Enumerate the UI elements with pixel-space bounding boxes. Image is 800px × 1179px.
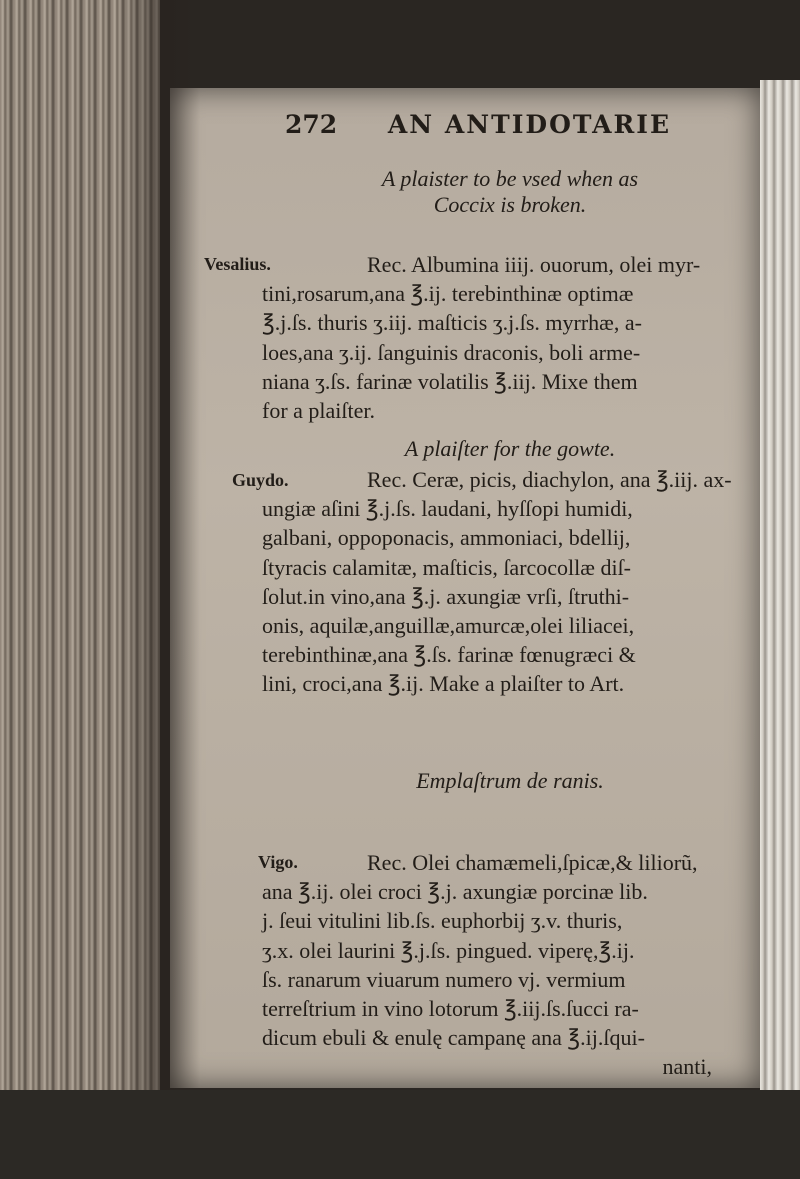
text-line: dicum ebuli & enulę campanę ana ℥.ij.ſqui- (262, 1025, 645, 1051)
text-line: for a plaiſter. (262, 398, 376, 424)
text-line: terreſtrium in vino lotorum ℥.iij.ſs.ſucci ra- (262, 996, 639, 1022)
gutter-shadow (120, 0, 200, 1179)
background-bottom (0, 1090, 800, 1179)
text-line: loes,ana ʒ.ij. ſanguinis draconis, boli arme- (262, 339, 641, 365)
text-line: ℥.j.ſs. thuris ʒ.iij. maſticis ʒ.j.ſs. myrrhæ, a- (262, 310, 642, 336)
section-title-line: Coccix is broken. (433, 192, 587, 217)
text-line: ſolut.in vino,ana ℥.j. axungiæ vrſi, ſtruthi- (262, 583, 630, 609)
margin-note: Vesalius. (204, 254, 271, 274)
text-line: Rec. Albumina iiij. ouorum, olei myr- (367, 252, 701, 277)
text-line: ungiæ aſini ℥.j.ſs. laudani, hyſſopi humidi, (262, 496, 633, 522)
text-line: ana ℥.ij. olei croci ℥.j. axungiæ porcinæ lib. (262, 879, 648, 905)
section-title-line: A plaister to be vsed when as (381, 166, 639, 191)
text-line: Rec. Ceræ, picis, diachylon, ana ℥.iij. ax- (367, 467, 732, 492)
text-line: ſs. ranarum viuarum numero vj. vermium (262, 966, 626, 992)
recipe-paragraph (262, 848, 752, 1082)
page-number: 272 (285, 110, 338, 139)
margin-note: Guydo. (232, 470, 289, 490)
section-title (300, 436, 720, 462)
section-title-line: A plaiſter for the gowte. (404, 436, 616, 461)
text-line: lini, croci,ana ℥.ij. Make a plaiſter to Art. (262, 671, 625, 697)
book-right-edge (760, 80, 800, 1100)
text-line: onis, aquilæ,anguillæ,amurcæ,olei liliacei, (262, 613, 635, 639)
text-line: Rec. Olei chamæmeli,ſpicæ,& liliorũ, (367, 850, 698, 875)
section-title (300, 768, 720, 794)
text-line: niana ʒ.ſs. farinæ volatilis ℥.iij. Mixe them (262, 368, 638, 394)
section-title (300, 166, 720, 218)
text-line: galbani, oppoponacis, ammoniaci, bdellij, (262, 525, 631, 551)
text-line: terebinthinæ,ana ℥.ſs. farinæ fœnugræci & (262, 642, 636, 668)
text-line: tini,rosarum,ana ℥.ij. terebinthinæ optimæ (262, 281, 634, 307)
section-title-line: Emplaſtrum de ranis. (416, 768, 604, 793)
running-title: AN ANTIDOTARIE (387, 110, 672, 139)
text-line: ſtyracis calamitæ, maſticis, ſarcocollæ diſ- (262, 554, 632, 580)
recipe-paragraph (262, 250, 752, 425)
running-header (285, 110, 745, 139)
text-line: nanti, (662, 1054, 712, 1080)
text-line: j. ſeui vitulini lib.ſs. euphorbij ʒ.v. thuris, (262, 908, 623, 934)
text-line: ʒ.x. olei laurini ℥.j.ſs. pingued. viperę,℥.ij. (262, 937, 635, 963)
margin-note: Vigo. (258, 852, 298, 872)
recipe-paragraph (262, 465, 752, 699)
